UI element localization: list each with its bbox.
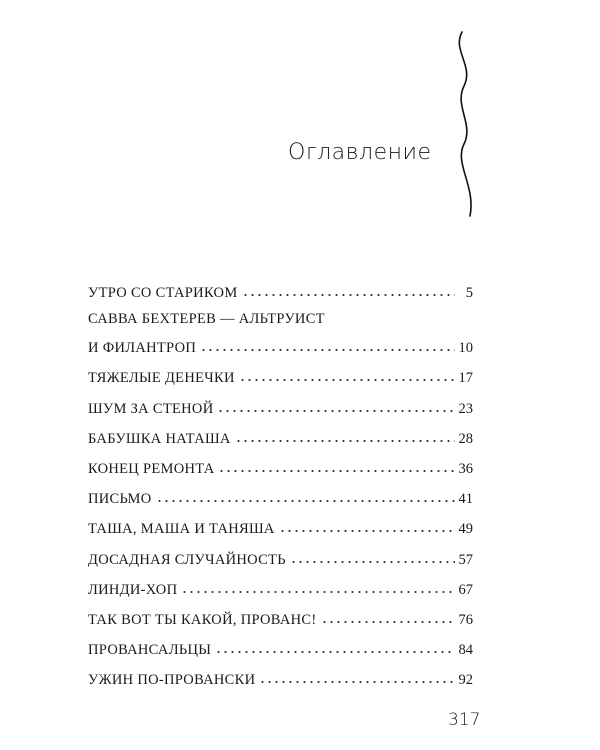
toc-entry-title: ТАША, МАША И ТАНЯША xyxy=(88,521,275,538)
dot-leader xyxy=(217,397,454,413)
toc-entry[interactable] xyxy=(88,457,473,477)
dot-leader xyxy=(156,487,455,503)
toc-entry-title: ТАК ВОТ ТЫ КАКОЙ, ПРОВАНС! xyxy=(88,611,317,628)
toc-entry-page: 17 xyxy=(458,370,473,387)
toc-entry[interactable] xyxy=(88,427,473,447)
toc-entry[interactable] xyxy=(88,336,473,357)
toc-entry-title: КОНЕЦ РЕМОНТА xyxy=(88,460,215,477)
dot-leader xyxy=(242,281,455,297)
toc-entry-title: УЖИН ПО-ПРОВАНСКИ xyxy=(88,672,256,689)
wavy-line-ornament xyxy=(444,28,484,218)
dot-leader xyxy=(200,336,454,352)
toc-entry-title: САВВА БЕХТЕРЕВ — АЛЬТРУИСТ xyxy=(88,311,325,328)
dot-leader xyxy=(215,638,454,654)
dot-leader xyxy=(321,608,455,624)
toc-entry-page: 5 xyxy=(465,285,473,301)
toc-entry-page: 10 xyxy=(458,340,473,357)
toc-entry-page: 41 xyxy=(458,491,473,508)
toc-entry[interactable] xyxy=(88,281,473,301)
page-number: 317 xyxy=(448,710,481,730)
dot-leader xyxy=(239,366,455,382)
toc-entry[interactable] xyxy=(88,638,473,659)
toc-entry-title: ДОСАДНАЯ СЛУЧАЙНОСТЬ xyxy=(88,551,286,568)
toc-entry[interactable] xyxy=(88,517,473,538)
toc-entry-title: УТРО СО СТАРИКОМ xyxy=(88,285,238,301)
toc-entry-title: ПИСЬМО xyxy=(88,491,152,508)
toc-entry-page: 28 xyxy=(458,430,473,447)
contents-heading: Оглавление xyxy=(288,140,432,165)
toc-entry-title: БАБУШКА НАТАША xyxy=(88,430,231,447)
toc-entry[interactable] xyxy=(88,487,473,508)
toc-entry-title: ПРОВАНСАЛЬЦЫ xyxy=(88,642,212,659)
toc-entry-page: 36 xyxy=(458,460,473,477)
toc-entry-page: 84 xyxy=(458,642,473,659)
toc-entry-page: 23 xyxy=(458,400,473,417)
toc-entry[interactable] xyxy=(88,548,473,568)
toc-entry[interactable] xyxy=(88,578,473,598)
toc-entry[interactable] xyxy=(88,608,473,628)
toc-entry-title: И ФИЛАНТРОП xyxy=(88,340,197,357)
dot-leader xyxy=(279,517,455,533)
dot-leader xyxy=(290,548,455,564)
dot-leader xyxy=(181,578,454,594)
toc-entry-title: ТЯЖЕЛЫЕ ДЕНЕЧКИ xyxy=(88,370,235,387)
toc-entry[interactable] xyxy=(88,397,473,417)
toc-entry-title-line[interactable] xyxy=(88,311,473,327)
dot-leader xyxy=(235,427,455,443)
table-of-contents xyxy=(88,281,473,698)
toc-entry-page: 57 xyxy=(458,551,473,568)
toc-entry[interactable] xyxy=(88,366,473,387)
dot-leader xyxy=(218,457,454,473)
toc-entry[interactable] xyxy=(88,668,473,689)
toc-entry-page: 76 xyxy=(458,611,473,628)
toc-entry-title: ЛИНДИ-ХОП xyxy=(88,581,178,598)
toc-entry-page: 92 xyxy=(458,672,473,689)
toc-entry-page: 67 xyxy=(458,581,473,598)
dot-leader xyxy=(259,668,454,684)
toc-entry-title: ШУМ ЗА СТЕНОЙ xyxy=(88,400,214,417)
toc-entry-page: 49 xyxy=(458,521,473,538)
